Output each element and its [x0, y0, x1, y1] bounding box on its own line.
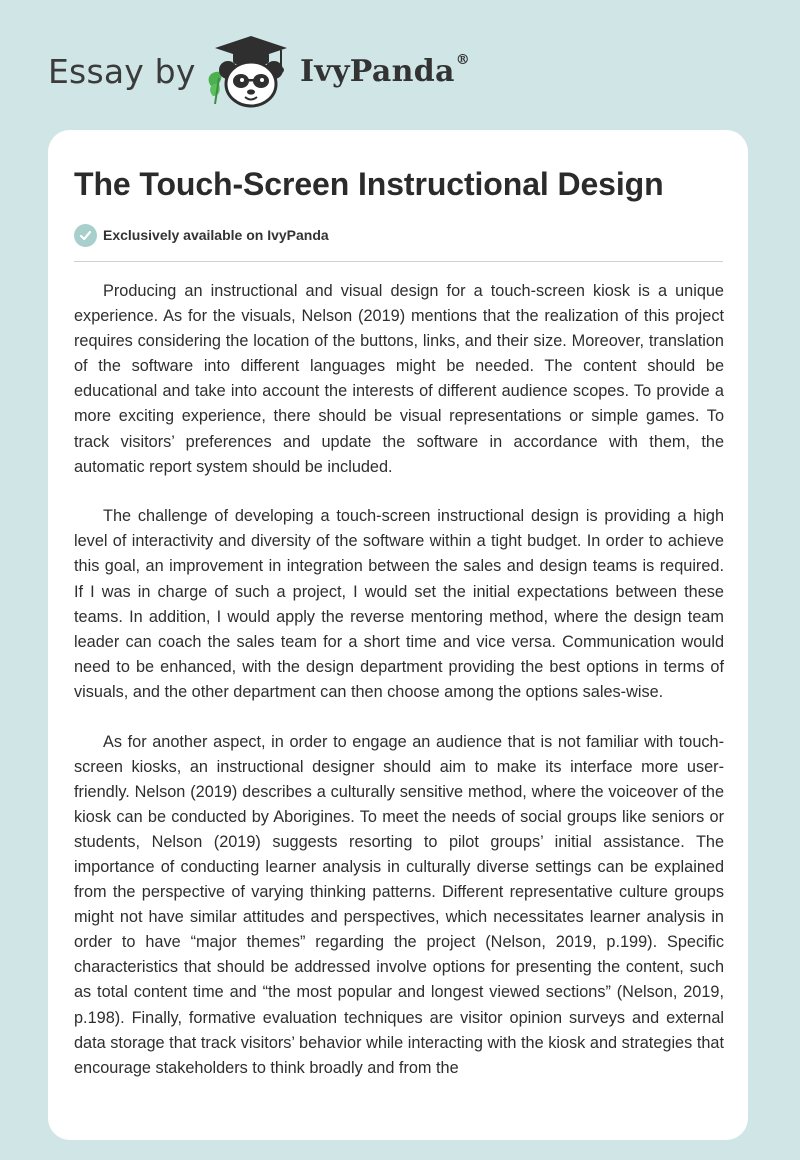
divider — [74, 261, 723, 262]
page-title: The Touch-Screen Instructional Design — [74, 166, 664, 202]
panda-graduation-cap-icon — [201, 34, 289, 110]
registered-mark: ® — [455, 52, 471, 68]
essay-card — [48, 130, 748, 1140]
essay-body — [74, 279, 724, 1105]
paragraph: Producing an instructional and visual design for a touch-screen kiosk is a unique experience. As for the visuals, Nelson (2019) mentions that the realization of this project requires considering the location of the buttons, links, and their size. Moreover, translation of the software into different languages might be needed. The content should be educational and take into account the interests of different audience scopes. To provide a more exciting experience, there should be visual representations or simple games. To track visitors’ preferences and update the software in accordance with them, the automatic report system should be included. — [74, 282, 724, 476]
leaf-icon — [209, 72, 222, 104]
exclusive-badge-label: Exclusively available on IvyPanda — [103, 227, 329, 243]
paragraph: The challenge of developing a touch-screen instructional design is providing a high level of interactivity and diversity of the software within a tight budget. In order to achieve this goal, an improvement in integration between the sales and design teams is required. If I was in charge of such a project, I would set the initial expectations between these teams. In addition, I would apply the reverse mentoring method, where the design team leader can coach the sales team for a short time and vice versa. Communication would need to be enhanced, with the design department providing the best options in terms of visuals, and the other department can then choose among the options sales-wise. — [74, 507, 724, 701]
brand-logo-text: IvyPanda® — [300, 52, 471, 89]
site-header — [48, 30, 748, 110]
checkmark-icon — [74, 224, 97, 247]
essay-by-label: Essay by — [48, 52, 196, 91]
exclusive-badge — [74, 223, 329, 247]
paragraph: As for another aspect, in order to engage an audience that is not familiar with touch-screen kiosks, an instructional designer should aim to make its interface more user-friendly. Nelson (2019) describes a culturally sensitive method, where the voiceover of the kiosk can be conducted by Aborigines. To meet the needs of social groups like seniors or students, Nelson (2019) suggests resorting to pilot groups’ initial assistance. The importance of conducting learner analysis in culturally diverse settings can be explained from the perspective of varying thinking patterns. Different representative culture groups might not have similar attitudes and perspectives, which necessitates learner analysis in order to have “major themes” regarding the project (Nelson, 2019, p.199). Specific characteristics that should be addressed involve options for presenting the content, such as total content time and “the most popular and longest viewed sections” (Nelson, 2019, p.198). Finally, formative evaluation techniques are visitor opinion surveys and external data storage that track visitors’ behavior while interacting with the kiosk and strategies that encourage stakeholders to think broadly and from the — [74, 732, 724, 1077]
